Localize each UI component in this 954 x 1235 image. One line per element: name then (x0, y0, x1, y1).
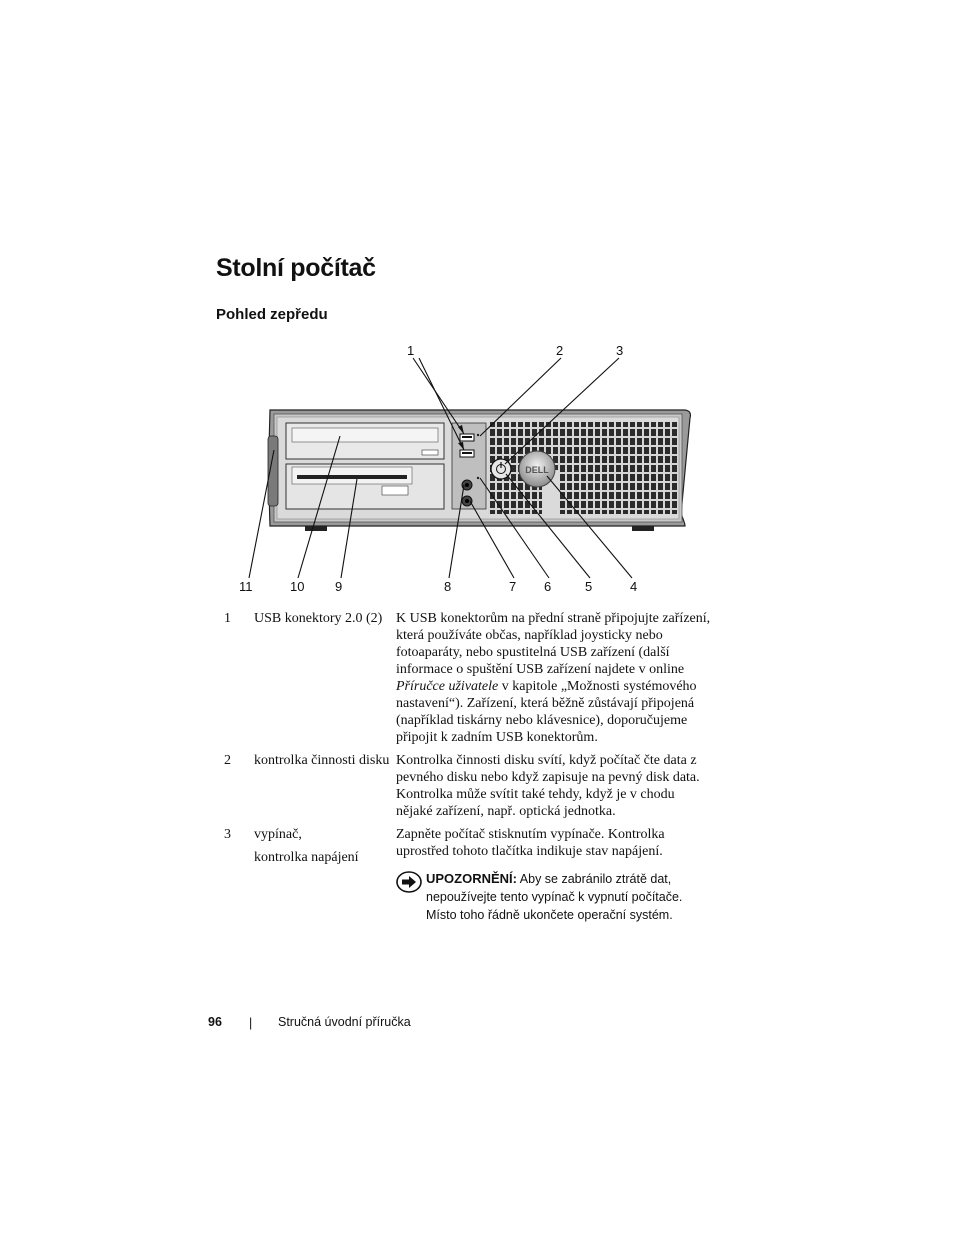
row-description-emphasis: Příručce uživatele (396, 679, 499, 694)
front-vents (488, 422, 678, 514)
notice-label: UPOZORNĚNÍ: (426, 871, 517, 886)
callout-8: 8 (444, 579, 452, 594)
row-name-line: vypínač, (254, 827, 302, 842)
notice-box (396, 870, 714, 924)
callout-6: 6 (544, 579, 552, 594)
row-description-part: v kapitole „Možnosti systémového nastavení“). Zařízení, která běžně zůstávají připojená (například tiskárny nebo klávesnice), doporučujeme připojit k zadním USB konektorům. (396, 679, 697, 745)
callout-1: 1 (407, 343, 415, 358)
callout-11: 11 (239, 579, 253, 594)
notice-arrow-icon (396, 870, 426, 924)
page-number: 96 (208, 1015, 222, 1029)
row-description-text: Zapněte počítač stisknutím vypínače. Kontrolka uprostřed tohoto tlačítka indikuje stav napájení. (396, 827, 665, 859)
feature-table (224, 610, 714, 930)
row-number: 2 (224, 753, 231, 768)
callout-4: 4 (630, 579, 638, 594)
table-row (224, 826, 714, 924)
notice-body: Aby se zabránilo ztrátě dat, nepoužívejte tento vypínač k vypnutí počítače. Místo toho řádně ukončete operační systém. (426, 872, 683, 922)
row-name: kontrolka činnosti disku (254, 753, 390, 768)
row-name-line: kontrolka napájení (254, 850, 359, 865)
optical-drive-icon (286, 423, 444, 459)
row-number: 1 (224, 611, 231, 626)
brand-logo (519, 451, 555, 487)
callout-2: 2 (556, 343, 564, 358)
computer-front-view-figure (230, 338, 710, 600)
callout-5: 5 (585, 579, 593, 594)
page-footer (208, 1015, 411, 1030)
footer-separator: | (249, 1016, 253, 1030)
page-title: Stolní počítač (216, 254, 376, 282)
row-number: 3 (224, 827, 231, 842)
floppy-drive-icon (286, 464, 444, 509)
row-description-part: K USB konektorům na přední straně připojujte zařízení, která používáte občas, například joysticky nebo fotoaparáty, nebo spustitelná USB zařízení (další informace o spuštění USB zařízení najdete v online (396, 611, 711, 677)
row-description (396, 826, 714, 924)
callout-3: 3 (616, 343, 624, 358)
callout-9: 9 (335, 579, 343, 594)
row-description (396, 610, 714, 746)
table-row (224, 752, 714, 820)
callout-10: 10 (290, 579, 305, 594)
section-title: Pohled zepředu (216, 306, 328, 323)
notice-text (426, 870, 714, 924)
row-name (254, 826, 396, 924)
footer-title: Stručná úvodní příručka (278, 1015, 411, 1029)
row-name: USB konektory 2.0 (2) (254, 611, 383, 626)
brand-logo-text: DELL (525, 465, 549, 475)
table-row (224, 610, 714, 746)
row-description: Kontrolka činnosti disku svítí, když počítač čte data z pevného disku nebo když zapisuje na pevný disk data. Kontrolka může svítit také tehdy, když je v chodu nějaké zařízení, např. optická jednotka. (396, 753, 700, 819)
callout-7: 7 (509, 579, 517, 594)
